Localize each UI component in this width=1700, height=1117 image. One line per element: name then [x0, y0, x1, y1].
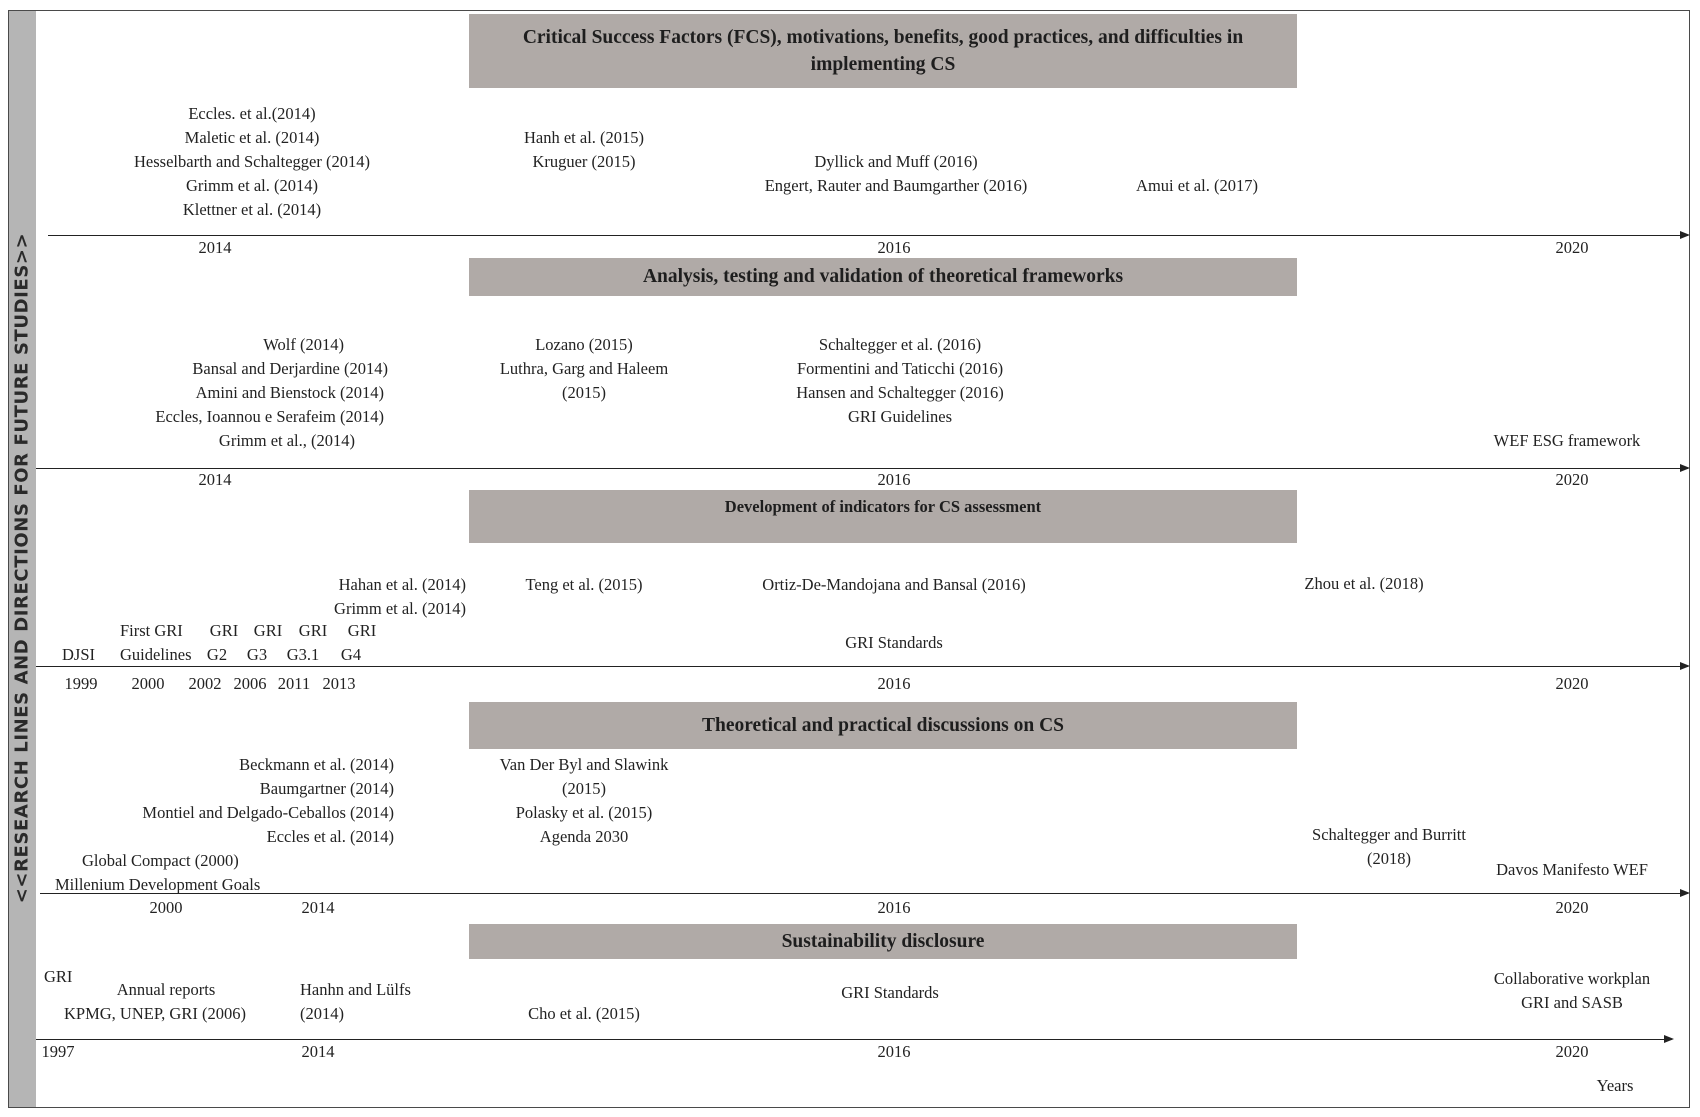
- entry: WEF ESG framework: [1493, 431, 1641, 450]
- entry: Baumgartner (2014): [259, 779, 394, 798]
- entry: Van Der Byl and Slawink: [499, 755, 669, 774]
- year-label: 1997: [41, 1042, 75, 1061]
- entry: G4: [340, 645, 362, 664]
- year-label: 2006: [233, 674, 267, 693]
- entry: G3: [246, 645, 268, 664]
- year-label: 2002: [188, 674, 222, 693]
- section-banner-success-factors: Critical Success Factors (FCS), motivations, benefits, good practices, and difficulties in implementing CS: [469, 14, 1297, 88]
- entry: Zhou et al. (2018): [1304, 574, 1424, 593]
- year-label: 2000: [131, 674, 165, 693]
- entry: First GRI: [120, 621, 183, 640]
- timeline-axis: [36, 468, 1688, 469]
- year-label: 2016: [877, 470, 911, 489]
- year-label: 2020: [1555, 470, 1589, 489]
- entry: G3.1: [286, 645, 320, 664]
- entry: (2014): [300, 1004, 344, 1023]
- section-banner-indicators: Development of indicators for CS assessment: [469, 490, 1297, 543]
- entry: Wolf (2014): [263, 335, 344, 354]
- entry: Annual reports: [116, 980, 216, 999]
- entry: Cho et al. (2015): [528, 1004, 640, 1023]
- entry: Hanh et al. (2015): [523, 128, 645, 147]
- entry: GRI Standards: [845, 633, 943, 652]
- entry: (2015): [562, 779, 606, 798]
- year-label: 2016: [877, 898, 911, 917]
- entry: Grimm et al. (2014): [186, 176, 318, 195]
- entry: Millenium Development Goals: [55, 875, 261, 894]
- year-label: 2014: [301, 1042, 335, 1061]
- entry: GRI: [209, 621, 239, 640]
- entry: Schaltegger and Burritt: [1312, 825, 1466, 844]
- entry: GRI: [253, 621, 283, 640]
- entry: Kruguer (2015): [532, 152, 636, 171]
- entry: Formentini and Taticchi (2016): [796, 359, 1004, 378]
- entry: Guidelines: [120, 645, 192, 664]
- year-label: 2000: [149, 898, 183, 917]
- entry: GRI Guidelines: [847, 407, 953, 426]
- year-label: 1999: [64, 674, 98, 693]
- entry: Lozano (2015): [535, 335, 633, 354]
- entry: Luthra, Garg and Haleem: [499, 359, 669, 378]
- entry: Maletic et al. (2014): [184, 128, 320, 147]
- entry: Eccles, Ioannou e Serafeim (2014): [155, 407, 384, 426]
- entry: G2: [206, 645, 228, 664]
- timeline-axis: [36, 666, 1688, 667]
- entry: KPMG, UNEP, GRI (2006): [64, 1004, 246, 1023]
- entry: Beckmann et al. (2014): [239, 755, 394, 774]
- entry: Grimm et al. (2014): [334, 599, 466, 618]
- entry: DJSI: [62, 645, 96, 664]
- entry: Agenda 2030: [539, 827, 629, 846]
- year-label: 2016: [877, 238, 911, 257]
- year-label: 2016: [877, 674, 911, 693]
- entry: Klettner et al. (2014): [182, 200, 322, 219]
- section-banner-frameworks: Analysis, testing and validation of theoretical frameworks: [469, 258, 1297, 296]
- timeline-axis: [48, 235, 1688, 236]
- entry: Hanhn and Lülfs: [300, 980, 411, 999]
- year-label: 2013: [322, 674, 356, 693]
- entry: Bansal and Derjardine (2014): [192, 359, 388, 378]
- entry: Teng et al. (2015): [525, 575, 643, 594]
- timeline-axis: [40, 893, 1688, 894]
- entry: (2015): [562, 383, 606, 402]
- entry: Montiel and Delgado-Ceballos (2014): [142, 803, 394, 822]
- entry: (2018): [1367, 849, 1411, 868]
- axis-label: Years: [1596, 1076, 1634, 1095]
- entry: Hesselbarth and Schaltegger (2014): [134, 152, 370, 171]
- year-label: 2011: [277, 674, 311, 693]
- entry: Collaborative workplan: [1493, 969, 1651, 988]
- entry: GRI: [347, 621, 377, 640]
- year-label: 2016: [877, 1042, 911, 1061]
- entry: GRI: [44, 967, 73, 986]
- entry: GRI Standards: [841, 983, 939, 1002]
- entry: Davos Manifesto WEF: [1496, 860, 1648, 879]
- entry: Global Compact (2000): [82, 851, 239, 870]
- entry: Grimm et al., (2014): [218, 431, 355, 450]
- section-banner-disclosure: Sustainability disclosure: [469, 924, 1297, 959]
- year-label: 2020: [1555, 1042, 1589, 1061]
- entry: Hahan et al. (2014): [338, 575, 466, 594]
- entry: Ortiz-De-Mandojana and Bansal (2016): [762, 575, 1026, 594]
- entry: Hansen and Schaltegger (2016): [796, 383, 1004, 402]
- entry: Eccles. et al.(2014): [188, 104, 316, 123]
- year-label: 2020: [1555, 238, 1589, 257]
- year-label: 2014: [301, 898, 335, 917]
- year-label: 2014: [198, 470, 232, 489]
- entry: Dyllick and Muff (2016): [814, 152, 978, 171]
- year-label: 2014: [198, 238, 232, 257]
- timeline-axis: [36, 1039, 1672, 1040]
- year-label: 2020: [1555, 674, 1589, 693]
- entry: Schaltegger et al. (2016): [818, 335, 982, 354]
- entry: GRI: [298, 621, 328, 640]
- year-label: 2020: [1555, 898, 1589, 917]
- entry: GRI and SASB: [1521, 993, 1623, 1012]
- entry: Eccles et al. (2014): [266, 827, 394, 846]
- entry: Amini and Bienstock (2014): [195, 383, 384, 402]
- entry: Polasky et al. (2015): [515, 803, 653, 822]
- sidebar-title: <<RESEARCH LINES AND DIRECTIONS FOR FUTURE STUDIES>>: [11, 232, 33, 904]
- section-banner-discussions: Theoretical and practical discussions on CS: [469, 702, 1297, 749]
- entry: Engert, Rauter and Baumgarther (2016): [764, 176, 1028, 195]
- entry: Amui et al. (2017): [1136, 176, 1258, 195]
